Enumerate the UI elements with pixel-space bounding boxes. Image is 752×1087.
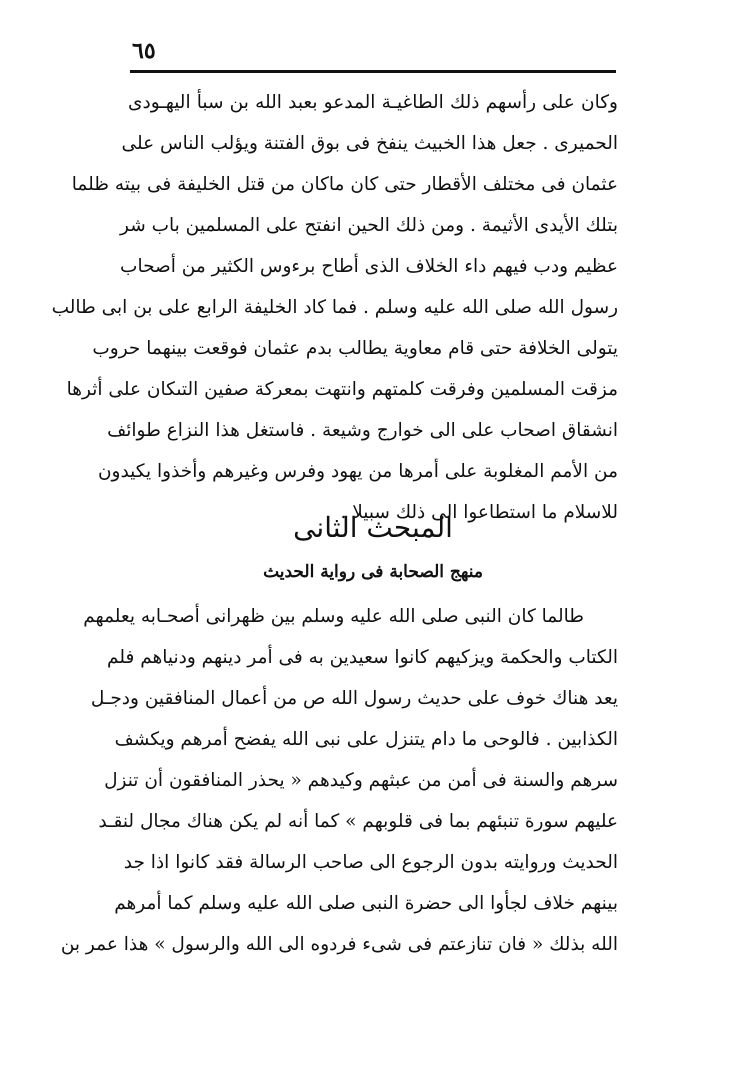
text-line: بتلك الأيدى الأثيمة . ومن ذلك الحين انفتح على المسلمين باب شر [120,215,618,236]
text-line: الحميرى . جعل هذا الخبيث ينفخ فى بوق الفتنة ويؤلب الناس على [121,133,618,154]
text-line: عظيم ودب فيهم داء الخلاف الذى أطاح برءوس الكثير من أصحاب [120,256,618,277]
text-line: رسول الله صلى الله عليه وسلم . فما كاد الخليفة الرابع على بن ابى طالب [51,297,618,318]
text-line: الله بذلك « فان تنازعتم فى شىء فردوه الى الله والرسول » هذا عمر بن [60,934,618,955]
paragraph-1 [51,82,618,533]
text-line: طالما كان النبى صلى الله عليه وسلم بين ظهرانى أصحـابه يعلمهم [83,606,584,627]
text-line: الحديث وروايته بدون الرجوع الى صاحب الرسالة فقد كانوا اذا جد [123,852,618,873]
header-rule [130,70,616,73]
text-line: للاسلام ما استطاعوا الى ذلك سبيلا . [340,502,618,523]
text-line: مزقت المسلمين وفرقت كلمتهم وانتهت بمعركة صفين التىكان على أثرها [66,379,618,400]
text-line: عثمان فى مختلف الأقطار حتى كان ماكان من قتل الخليفة فى بيته ظلما [71,174,618,195]
text-line: من الأمم المغلوبة على أمرها من يهود وفرس وغيرهم وأخذوا يكيدون [97,461,618,482]
text-line: وكان على رأسهم ذلك الطاغيـة المدعو بعبد الله بن سبأ اليهـودى [128,92,618,113]
text-line: يتولى الخلافة حتى قام معاوية يطالب بدم عثمان فوقعت بينهما حروب [92,338,618,359]
paragraph-2 [60,596,618,965]
text-line: الكذابين . فالوحى ما دام يتنزل على نبى الله يفضح أمرهم ويكشف [114,729,618,750]
text-line: انشقاق اصحاب على الى خوارج وشيعة . فاستغل هذا النزاع طوائف [107,420,618,441]
text-line: سرهم والسنة فى أمن من عبثهم وكيدهم « يحذر المنافقون أن تنزل [104,770,618,791]
page-number: ٦٥ [132,38,156,64]
section-title: المبحث الثانى [293,511,453,544]
text-line: بينهم خلاف لجأوا الى حضرة النبى صلى الله عليه وسلم كما أمرهم [114,893,618,914]
text-line: الكتاب والحكمة ويزكيهم كانوا سعيدين به فى أمر دينهم ودنياهم فلم [107,647,618,668]
text-line: يعد هناك خوف على حديث رسول الله ص من أعمال المنافقين ودجـل [90,688,618,709]
text-line: عليهم سورة تنبئهم بما فى قلوبهم » كما أنه لم يكن هناك مجال لنقـد [98,811,618,832]
section-subtitle: منهج الصحابة فى رواية الحديث [263,562,483,582]
